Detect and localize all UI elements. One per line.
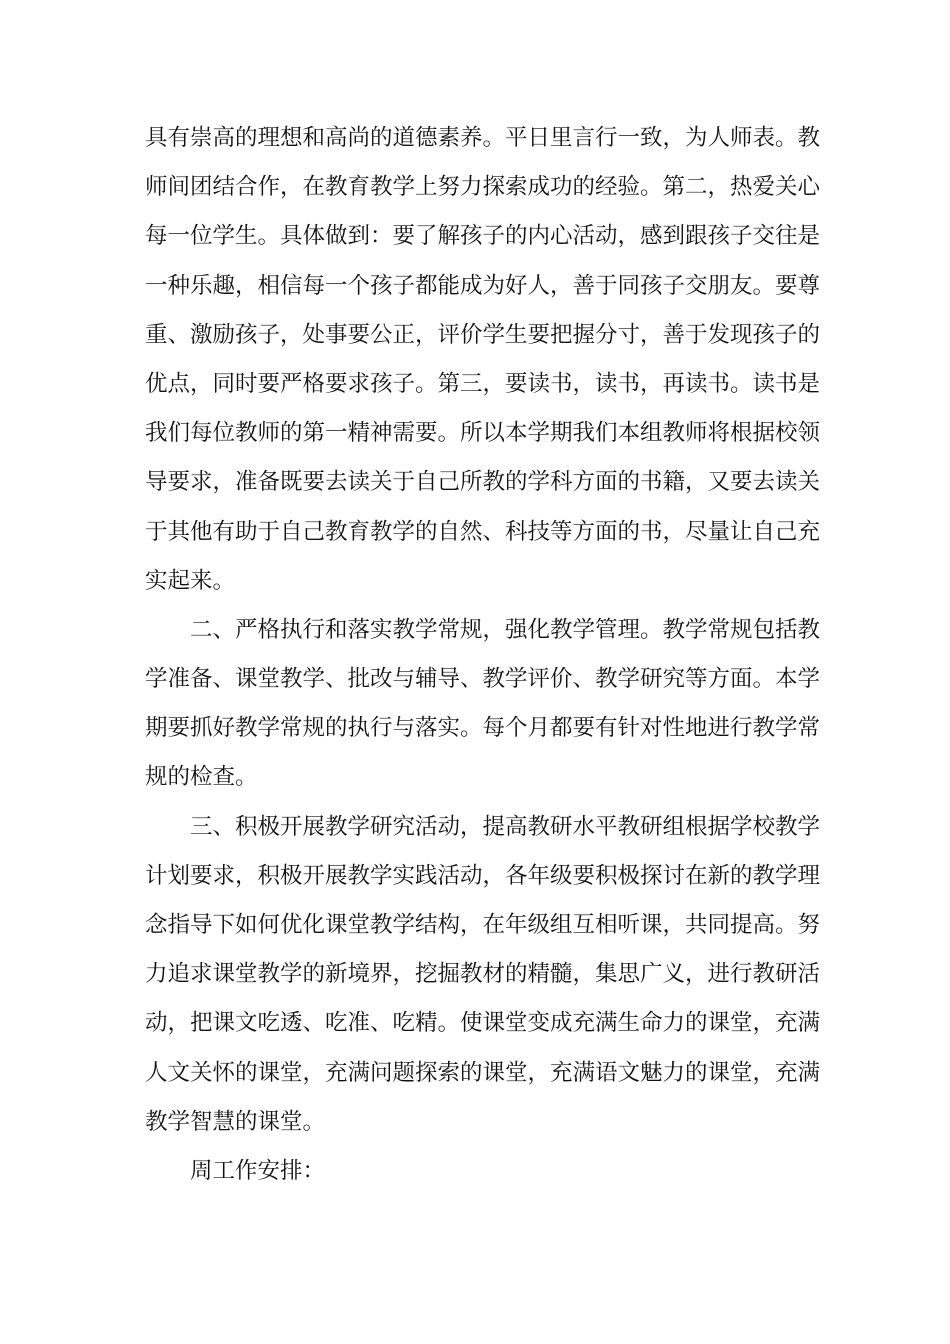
text-line: 优点，同时要严格要求孩子。第三，要读书，读书，再读书。读书是 <box>145 370 821 397</box>
paragraph-teaching-research <box>145 803 821 1147</box>
text-line: 二、严格执行和落实教学常规，强化教学管理。教学常规包括教 <box>190 616 821 643</box>
paragraph-weekly-schedule-heading <box>145 1147 809 1196</box>
body-text <box>145 114 821 1196</box>
text-line: 我们每位教师的第一精神需要。所以本学期我们本组教师将根据校领 <box>145 420 821 447</box>
text-line: 三、积极开展教学研究活动，提高教研水平教研组根据学校教学 <box>190 813 821 840</box>
text-line: 教学智慧的课堂。 <box>145 1108 326 1135</box>
text-line: 师间团结合作，在教育教学上努力探索成功的经验。第二，热爱关心 <box>145 174 821 201</box>
text-line: 于其他有助于自己教育教学的自然、科技等方面的书，尽量让自己充 <box>145 518 821 545</box>
text-line: 规的检查。 <box>145 764 258 791</box>
text-line: 重、激励孩子，处事要公正，评价学生要把握分寸，善于发现孩子的 <box>145 321 821 348</box>
text-line: 每一位学生。具体做到：要了解孩子的内心活动，感到跟孩子交往是 <box>145 223 821 250</box>
text-line: 动，把课文吃透、吃准、吃精。使课堂变成充满生命力的课堂，充满 <box>145 1010 821 1037</box>
paragraph-teaching-routine <box>145 606 821 803</box>
text-line: 导要求，准备既要去读关于自己所教的学科方面的书籍，又要去读关 <box>145 469 821 496</box>
text-line: 人文关怀的课堂，充满问题探索的课堂，充满语文魅力的课堂，充满 <box>145 1059 821 1086</box>
paragraph-teacher-ethics <box>145 114 821 606</box>
text-line: 计划要求，积极开展教学实践活动，各年级要积极探讨在新的教学理 <box>145 862 821 889</box>
text-line: 念指导下如何优化课堂教学结构，在年级组互相听课，共同提高。努 <box>145 912 821 938</box>
section-heading: 周工作安排： <box>190 1157 326 1184</box>
text-line: 具有崇高的理想和高尚的道德素养。平日里言行一致，为人师表。教 <box>145 125 821 151</box>
text-line: 学准备、课堂教学、批改与辅导、教学评价、教学研究等方面。本学 <box>145 666 821 693</box>
text-line: 力追求课堂教学的新境界，挖掘教材的精髓，集思广义，进行教研活 <box>145 961 821 988</box>
text-line: 实起来。 <box>145 567 236 594</box>
text-line: 一种乐趣，相信每一个孩子都能成为好人，善于同孩子交朋友。要尊 <box>145 272 821 299</box>
text-line: 期要抓好教学常规的执行与落实。每个月都要有针对性地进行教学常 <box>145 715 821 742</box>
